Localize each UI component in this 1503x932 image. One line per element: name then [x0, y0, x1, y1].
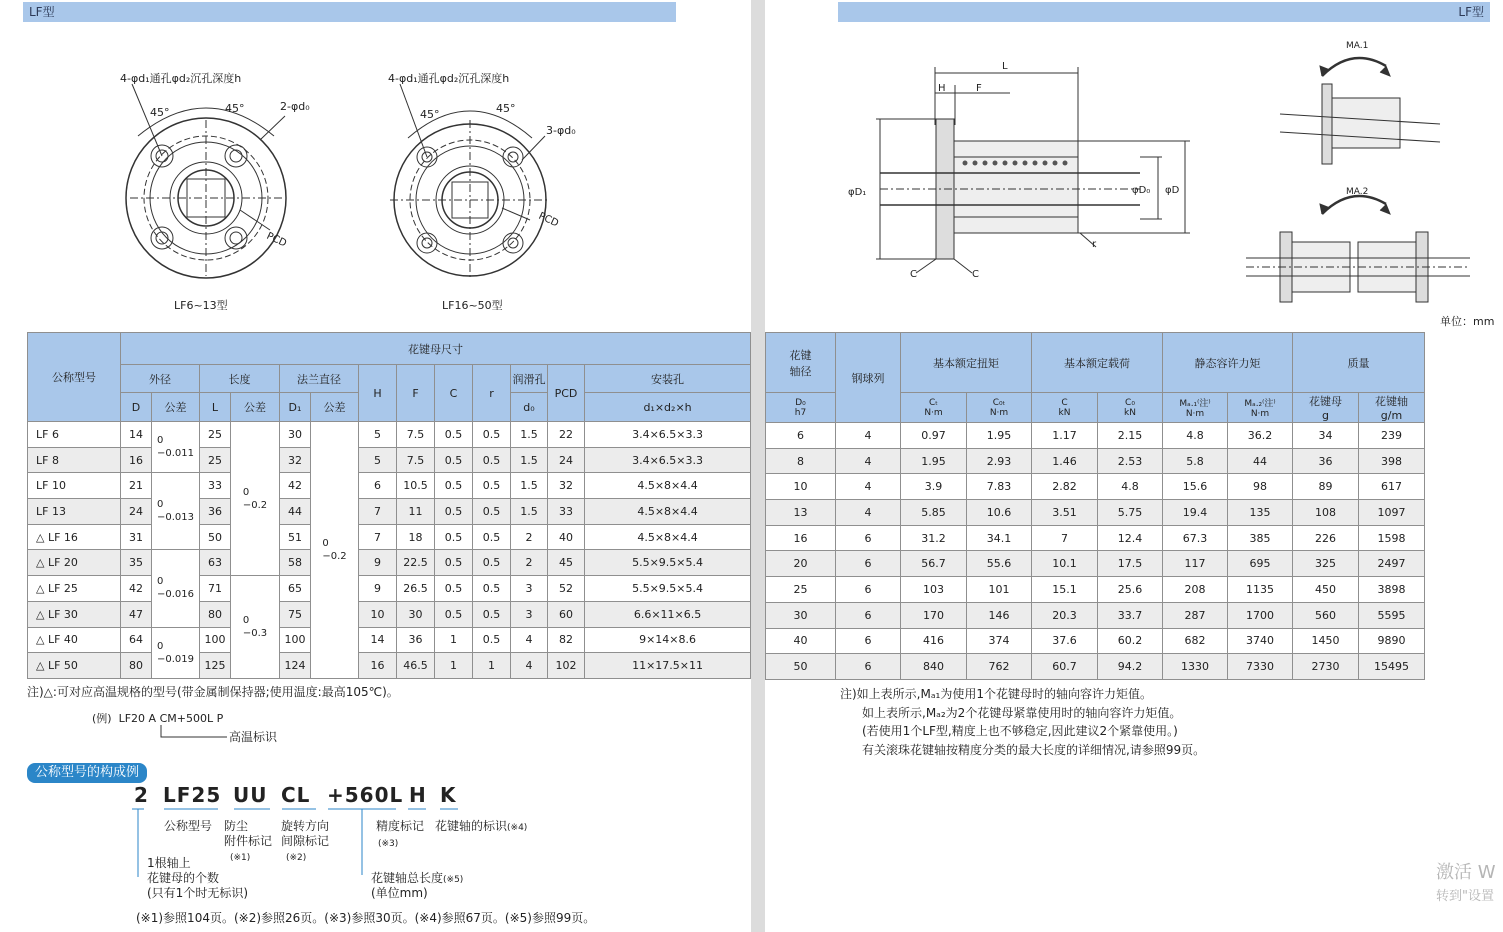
col-mass: 质量 [1293, 333, 1425, 393]
side-section-drawing [840, 55, 1210, 285]
comp-direction-label-2: 间隙标记 [281, 834, 330, 848]
large-hole-label: 4-φd₁通孔φd₂沉孔深度h [388, 72, 510, 85]
col-D: D [121, 393, 152, 422]
large-caption: LF16~50型 [442, 299, 503, 312]
comp-dust-label-1: 防尘 [224, 819, 249, 833]
comp-length-unit: (单位mm) [371, 886, 428, 900]
left-spec-table [27, 332, 751, 679]
small-angle-1: 45° [150, 106, 170, 119]
table-row: 10 4 3.9 7.83 2.82 4.8 15.6 98 89 617 [766, 474, 1490, 500]
col-PCD: PCD [548, 365, 585, 422]
col-H: H [359, 365, 397, 422]
dim-D0: φD₀ [1132, 185, 1151, 196]
left-section-title: LF型 [29, 5, 55, 19]
moment-ma1: MA.1 [1346, 41, 1369, 51]
example-label: (例) [92, 712, 112, 725]
front-view-drawing-small [110, 60, 340, 320]
right-note-4: 有关滚珠花键轴按精度分类的最大长度的详细情况,请参照99页。 [862, 743, 1206, 757]
table-row: LF 13 24 36 44 7 11 0.5 0.5 1.5 33 4.5×8×4.4 [28, 499, 751, 525]
code-dust: UU [233, 783, 268, 807]
right-section-title: LF型 [1458, 5, 1484, 19]
table-row: LF 6 14 0 −0.011 25 0 −0.2 30 0 −0.2 5 7.5 0.5 0.5 1.5 22 3.4×6.5×3.3 [28, 422, 751, 448]
col-model: 公称型号 [28, 333, 121, 422]
moment-diagrams [1240, 36, 1495, 311]
table-row: 40 6 416 374 37.6 60.2 682 3740 1450 9890 [766, 628, 1490, 654]
table-row: 16 6 31.2 34.1 7 12.4 67.3 385 226 1598 [766, 525, 1490, 551]
example-code: LF20 A CM+500L P [118, 712, 224, 725]
col-balls: 钢球列 [836, 333, 901, 423]
table-row: △ LF 25 42 71 0 −0.3 65 9 26.5 0.5 0.5 3 52 5.5×9.5×5.4 [28, 576, 751, 602]
table-row: 6 4 0.97 1.95 1.17 2.15 4.8 36.2 34 239 [766, 423, 1490, 449]
table-row: △ LF 20 35 0 −0.016 63 58 9 22.5 0.5 0.5 2 45 5.5×9.5×5.4 [28, 550, 751, 576]
dim-C-left: C [910, 269, 917, 280]
dim-D1: φD₁ [848, 187, 867, 198]
large-oil-hole: 3-φd₀ [546, 124, 576, 137]
activation-watermark-line1: 激活 W [1436, 862, 1496, 883]
code-accuracy: H [409, 783, 427, 807]
dim-L: L [1002, 61, 1008, 72]
table-row: LF 8 16 25 32 5 7.5 0.5 0.5 1.5 24 3.4×6.5×3.3 [28, 447, 751, 473]
code-shaft-mark: K [440, 783, 457, 807]
col-load: 基本额定载荷 [1032, 333, 1163, 393]
comp-count-label-1: 1根轴上 [147, 856, 191, 870]
dim-F: F [976, 83, 982, 94]
composition-badge: 公称型号的构成例 [27, 763, 147, 783]
code-model: LF25 [163, 783, 222, 807]
right-note-2: 如上表所示,Mₐ₂为2个花键母紧靠使用时的轴向容许力矩值。 [862, 706, 1182, 720]
small-oil-hole: 2-φd₀ [280, 100, 310, 113]
code-count: 2 [134, 783, 149, 807]
table-row: △ LF 50 80 125 124 16 46.5 1 1 4 102 11×17.5×11 [28, 653, 751, 679]
small-angle-2: 45° [225, 102, 245, 115]
col-d0: d₀ [511, 393, 548, 422]
code-direction: CL [281, 783, 311, 807]
col-tol-L: 公差 [231, 393, 280, 422]
right-section-header [838, 2, 1490, 22]
col-moment: 静态容许力矩 [1163, 333, 1293, 393]
unit-label: 单位：mm [1440, 315, 1495, 328]
col-torque: 基本额定扭矩 [901, 333, 1032, 393]
col-C: C [435, 365, 473, 422]
col-outer: 外径 [121, 365, 200, 393]
col-tol-D1: 公差 [311, 393, 359, 422]
dim-r: r [1092, 239, 1097, 250]
dim-C-right: C [972, 269, 979, 280]
col-shaft: 花键 [789, 348, 812, 362]
large-pcd-label: PCD [536, 210, 561, 230]
table-row: △ LF 40 64 0 −0.019 100 100 14 36 1 0.5 4 82 9×14×8.6 [28, 627, 751, 653]
col-mount: 安装孔 [585, 365, 751, 393]
col-d0h7: D₀ [795, 397, 806, 408]
table-row: 13 4 5.85 10.6 3.51 5.75 19.4 135 108 1097 [766, 500, 1490, 526]
dim-D: φD [1165, 185, 1180, 196]
comp-dust-ref: (※1) [230, 853, 251, 863]
table-row: 30 6 170 146 20.3 33.7 287 1700 560 5595 [766, 602, 1490, 628]
code-length: +560L [327, 783, 404, 807]
page-gutter [751, 0, 765, 932]
moment-ma2: MA.2 [1346, 187, 1369, 197]
comp-accuracy-label: 精度标记 [376, 819, 425, 833]
activation-watermark-line2: 转到"设置 [1436, 889, 1494, 904]
comp-references: (※1)参照104页。(※2)参照26页。(※3)参照30页。(※4)参照67页。(※5)参照99页。 [136, 911, 596, 925]
comp-direction-ref: (※2) [286, 853, 307, 863]
example-tag: 高温标识 [229, 730, 278, 744]
small-caption: LF6~13型 [174, 299, 228, 312]
table-row: 25 6 103 101 15.1 25.6 208 1135 450 3898 [766, 577, 1490, 603]
right-note-3: (若使用1个LF型,精度上也不够稳定,因此建议2个紧靠使用。) [862, 724, 1178, 738]
small-pcd-label: PCD [264, 230, 289, 250]
col-F: F [397, 365, 435, 422]
col-nut-dims: 花键母尺寸 [121, 333, 751, 365]
comp-length-label: 花键轴总长度(※5) [371, 871, 464, 885]
table-row: △ LF 30 47 80 75 10 30 0.5 0.5 3 60 6.6×11×6.5 [28, 601, 751, 627]
comp-model-label: 公称型号 [164, 819, 213, 833]
col-flange: 法兰直径 [280, 365, 359, 393]
high-temp-note: 注)△:可对应高温规格的型号(带金属制保持器;使用温度:最高105℃)。 [27, 685, 399, 699]
col-mount-dim: d₁×d₂×h [585, 393, 751, 422]
table-row: 50 6 840 762 60.7 94.2 1330 7330 2730 15495 [766, 654, 1490, 680]
left-section-header [23, 2, 676, 22]
table-row: △ LF 16 31 50 51 7 18 0.5 0.5 2 40 4.5×8×4.4 [28, 524, 751, 550]
comp-count-label-2: 花键母的个数 [147, 871, 220, 885]
large-angle-1: 45° [420, 108, 440, 121]
comp-count-label-3: (只有1个时无标识) [147, 886, 248, 900]
small-hole-label: 4-φd₁通孔φd₂沉孔深度h [120, 72, 242, 85]
comp-dust-label-2: 附件标记 [224, 834, 273, 848]
col-lube: 润滑孔 [511, 365, 548, 393]
comp-shaft-mark-label: 花键轴的标识(※4) [435, 819, 528, 833]
comp-direction-label-1: 旋转方向 [281, 819, 330, 833]
example-bracket [155, 725, 235, 739]
comp-accuracy-ref: (※3) [378, 839, 399, 849]
right-spec-table: 花键 轴径 钢球列 基本额定扭矩 基本额定载荷 静态容许力矩 质量 D₀ h7 Cₜ N·m C₀ₜ N·m C kN C₀ kN Mₐ.₁⁽注⁾ N·m Mₐ.₂⁽注⁾ N·m 花键母 g 花键轴 g/m 6 4 0.97 1.95 1.17 2.15 4.8 36.2 34 239 8 4 1.95 2.93 1.46 2.53 5.8 44 36 398 10 4 3.9 7.83 2.82 4.8 15.6 98 89 617 13 4 5.85 10.6 3.51 5.75 19.4 135 108 1097 16 6 31.2 34.1 7 12.4 67.3 385 226 1598 20 6 56.7 55.6 10.1 17.5 117 695 325 2497 25 6 103 101 15.1 25.6 208 1135 450 3898 30 6 170 146 20.3 33.7 287 1700 560 5595 40 6 416 374 37.6 60.2 682 3740 1450 9890 50 6 840 762 60.7 94.2 1330 7330 2730 15495 [765, 332, 1490, 680]
right-note-1: 注)如上表所示,Mₐ₁为使用1个花键母时的轴向容许力矩值。 [840, 687, 1152, 701]
large-angle-2: 45° [496, 102, 516, 115]
col-D1: D₁ [280, 393, 311, 422]
col-length: 长度 [200, 365, 280, 393]
table-row: LF 10 21 0 −0.013 33 42 6 10.5 0.5 0.5 1.5 32 4.5×8×4.4 [28, 473, 751, 499]
col-tol-D: 公差 [152, 393, 200, 422]
col-r: r [473, 365, 511, 422]
front-view-drawing-large [380, 60, 620, 320]
table-row: 8 4 1.95 2.93 1.46 2.53 5.8 44 36 398 [766, 448, 1490, 474]
dim-H: H [938, 83, 946, 94]
col-L: L [200, 393, 231, 422]
table-row: 20 6 56.7 55.6 10.1 17.5 117 695 325 2497 [766, 551, 1490, 577]
